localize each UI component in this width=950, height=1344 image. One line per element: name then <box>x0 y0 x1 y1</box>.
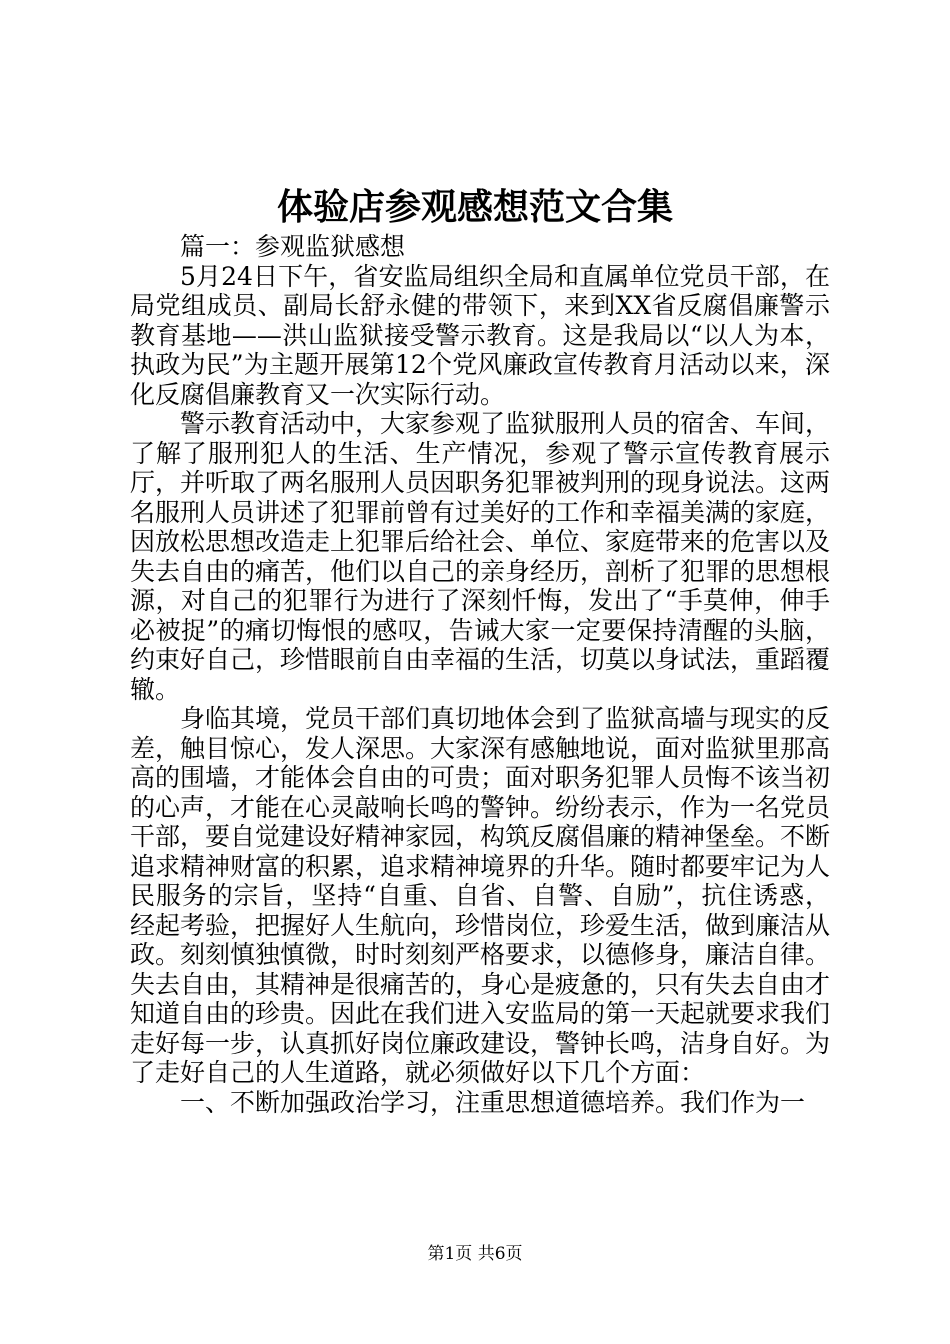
page-indicator: 第1页 共6页 <box>427 1244 523 1264</box>
paragraph: 身临其境，党员干部们真切地体会到了监狱高墙与现实的反差，触目惊心，发人深思。大家深有感触地说，面对监狱里那高高的围墙，才能体会自由的可贵；面对职务犯罪人员悔不该当初的心声，才能在心灵敲响长鸣的警钟。纷纷表示，作为一名党员干部，要自觉建设好精神家园，构筑反腐倡廉的精神堡垒。不断追求精神财富的积累，追求精神境界的升华。随时都要牢记为人民服务的宗旨，坚持“自重、自省、自警、自励”，抗住诱惑，经起考验，把握好人生航向，珍惜岗位，珍爱生活，做到廉洁从政。刻刻慎独慎微，时时刻刻严格要求，以德修身，廉洁自律。失去自由，其精神是很痛苦的，身心是疲惫的，只有失去自由才知道自由的珍贵。因此在我们进入安监局的第一天起就要求我们走好每一步，认真抓好岗位廉政建设，警钟长鸣，洁身自好。为了走好自己的人生道路，就必须做好以下几个方面： <box>130 704 831 1087</box>
paragraph: 一、不断加强政治学习，注重思想道德培养。我们作为一 <box>180 1087 806 1117</box>
page-footer <box>0 1242 950 1266</box>
paragraph: 5月24日下午，省安监局组织全局和直属单位党员干部，在局党组成员、副局长舒永健的带领下，来到XX省反腐倡廉警示教育基地——洪山监狱接受警示教育。这是我局以“以人为本，执政为民”为主题开展第12个党风廉政宣传教育月活动以来，深化反腐倡廉教育又一次实际行动。 <box>130 261 830 409</box>
paragraph: 警示教育活动中，大家参观了监狱服刑人员的宿舍、车间，了解了服刑犯人的生活、生产情况，参观了警示宣传教育展示厅，并听取了两名服刑人员因职务犯罪被判刑的现身说法。这两名服刑人员讲述了犯罪前曾有过美好的工作和幸福美满的家庭，因放松思想改造走上犯罪后给社会、单位、家庭带来的危害以及失去自由的痛苦，他们以自己的亲身经历，剖析了犯罪的思想根源，对自己的犯罪行为进行了深刻忏悔，发出了“手莫伸，伸手必被捉”的痛切悔恨的感叹，告诫大家一定要保持清醒的头脑，约束好自己，珍惜眼前自由幸福的生活，切莫以身试法，重蹈覆辙。 <box>130 409 831 704</box>
section-heading: 篇一：参观监狱感想 <box>180 232 406 261</box>
document-title: 体验店参观感想范文合集 <box>276 186 673 228</box>
document-body <box>130 232 830 1117</box>
